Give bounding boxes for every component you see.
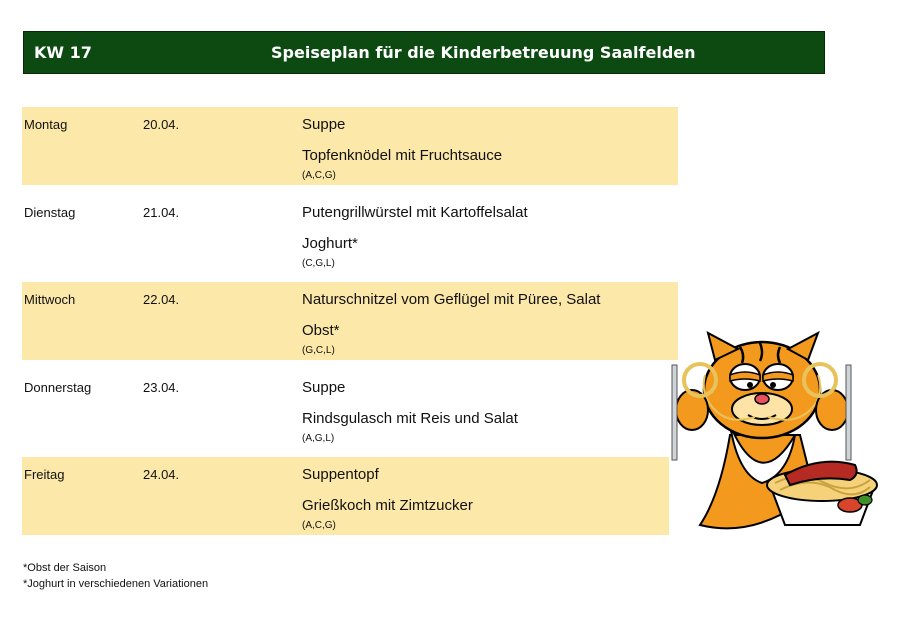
footnote-joghurt: *Joghurt in verschiedenen Variationen (23, 578, 209, 590)
day-date: 22.04. (143, 292, 180, 307)
day-name: Freitag (24, 467, 65, 482)
menu-title: Speiseplan für die Kinderbetreuung Saalfelden (271, 43, 696, 62)
meal-line-2: Grießkoch mit Zimtzucker (302, 497, 473, 514)
day-block-mittwoch (22, 282, 678, 360)
week-label: KW 17 (34, 43, 92, 62)
meal-line-1: Suppe (302, 116, 346, 133)
day-date: 23.04. (143, 380, 180, 395)
meal-line-2: Topfenknödel mit Fruchtsauce (302, 147, 503, 164)
day-block-montag (22, 107, 678, 185)
day-block-donnerstag (22, 370, 667, 448)
day-date: 20.04. (143, 117, 180, 132)
footnotes (23, 560, 208, 592)
meal-line-1: Naturschnitzel vom Geflügel mit Püree, Salat (302, 291, 601, 308)
meal-line-1: Suppentopf (302, 466, 379, 483)
cartoon-cat-eating-spaghetti-icon (660, 325, 892, 550)
meal-line-2: Obst* (302, 322, 340, 339)
allergen-codes: (G,C,L) (302, 345, 335, 356)
day-date: 21.04. (143, 205, 180, 220)
allergen-codes: (A,C,G) (302, 170, 336, 181)
menu-header (23, 31, 825, 74)
day-name: Donnerstag (24, 380, 92, 395)
allergen-codes: (A,G,L) (302, 433, 335, 444)
meal-line-2: Joghurt* (302, 235, 358, 252)
day-block-dienstag (22, 195, 678, 273)
meal-line-1: Suppe (302, 379, 346, 396)
day-name: Montag (24, 117, 68, 132)
day-date: 24.04. (143, 467, 180, 482)
day-name: Dienstag (24, 205, 76, 220)
day-name: Mittwoch (24, 292, 76, 307)
allergen-codes: (C,G,L) (302, 258, 335, 269)
footnote-obst: *Obst der Saison (23, 562, 107, 574)
meal-line-1: Putengrillwürstel mit Kartoffelsalat (302, 204, 528, 221)
allergen-codes: (A,C,G) (302, 520, 336, 531)
day-block-freitag (22, 457, 669, 535)
meal-line-2: Rindsgulasch mit Reis und Salat (302, 410, 518, 427)
